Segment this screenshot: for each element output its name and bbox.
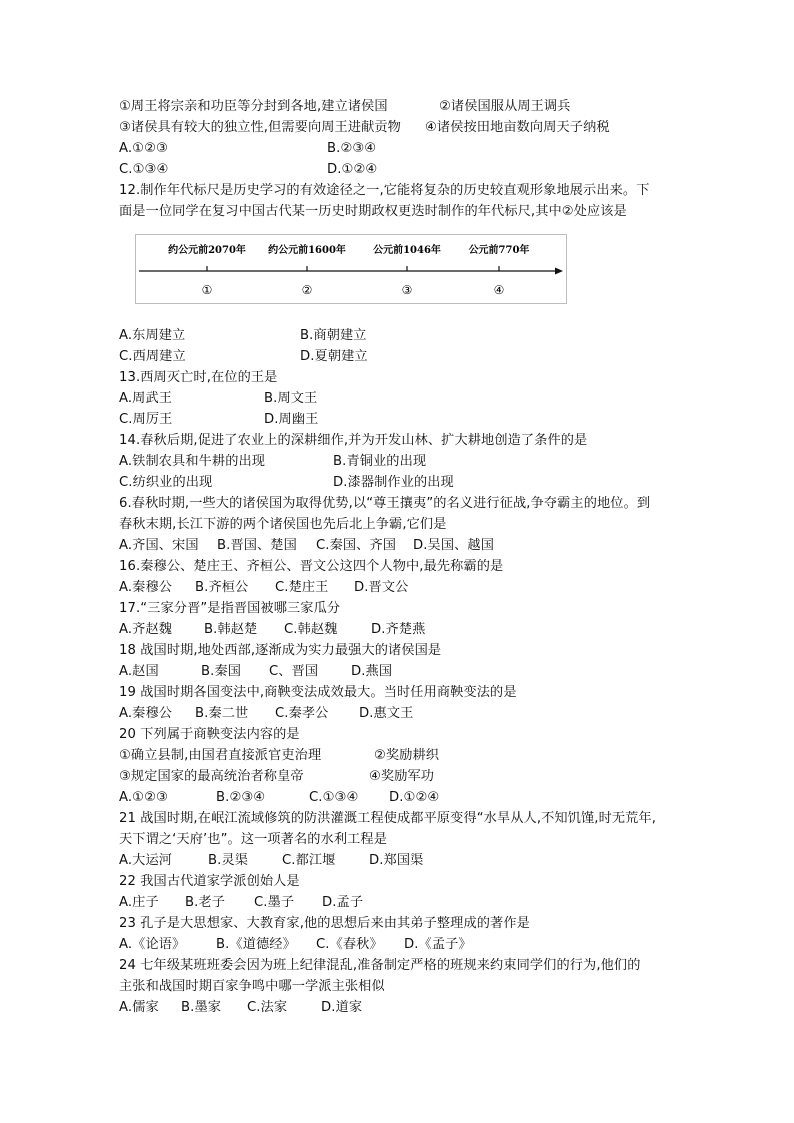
answer-option: C.墨子 [254, 895, 295, 910]
answer-option: A.庄子 [119, 895, 159, 910]
answer-option: C.韩赵魏 [284, 622, 338, 637]
question-text: 天下谓之‘天府’也”。这一项著名的水利工程是 [119, 832, 387, 847]
answer-option: B.秦二世 [195, 706, 249, 721]
timeline-figure [135, 234, 567, 304]
timeline-arrow [555, 268, 563, 275]
answer-option: B.周文王 [264, 391, 318, 406]
answer-option: B.墨家 [181, 1000, 222, 1015]
answer-option: ②诸侯国服从周王调兵 [439, 99, 571, 114]
timeline-label-1: 约公元前2070年 [168, 245, 246, 256]
answer-option: A.《论语》 [119, 937, 186, 952]
question-text: 16.秦穆公、楚庄王、齐桓公、晋文公这四个人物中,最先称霸的是 [119, 559, 504, 574]
timeline-label-3: 公元前1046年 [373, 245, 441, 256]
answer-option: A.大运河 [119, 853, 173, 868]
answer-option: C.周厉王 [119, 412, 173, 427]
timeline-marker-3: ③ [401, 283, 413, 297]
answer-option: D.漆器制作业的出现 [333, 475, 454, 490]
answer-option: C.都江堰 [282, 853, 336, 868]
question-text: 24 七年级某班班委会因为班上纪律混乱,准备制定严格的班规来约束同学们的行为,他们的 [119, 958, 641, 973]
answer-option: D.周幽王 [264, 412, 319, 427]
answer-option: D.①②④ [327, 162, 378, 177]
answer-option: A.秦穆公 [119, 580, 173, 595]
question-text: 6.春秋时期,一些大的诸侯国为取得优势,以“尊王攘夷”的名义进行征战,争夺霸主的地位。到 [119, 496, 651, 511]
answer-option: C.秦国、齐国 [316, 538, 397, 553]
answer-option: ④诸侯按田地亩数向周天子纳税 [425, 120, 610, 135]
answer-option: C.秦孝公 [275, 706, 329, 721]
answer-option: A.东周建立 [119, 328, 186, 343]
answer-option: C.①③④ [309, 790, 359, 805]
answer-option: A.周武王 [119, 391, 173, 406]
question-text: 21 战国时期,在岷江流域修筑的防洪灌溉工程使成都平原变得“水旱从人,不知饥馑,时无荒年, [119, 811, 657, 826]
answer-option: B.《道德经》 [216, 937, 296, 952]
answer-option: C.法家 [247, 1000, 288, 1015]
timeline-marker-1: ① [201, 283, 213, 297]
answer-option: D.惠文王 [359, 706, 414, 721]
answer-option: D.孟子 [322, 895, 364, 910]
timeline-label-4: 公元前770年 [468, 245, 530, 256]
question-text: 春秋末期,长江下游的两个诸侯国也先后北上争霸,它们是 [119, 517, 447, 532]
answer-option: B.秦国 [201, 664, 242, 679]
answer-option: B.韩赵楚 [204, 622, 258, 637]
question-text: 18 战国时期,地处西部,逐渐成为实力最强大的诸侯国是 [119, 643, 442, 658]
question-text: 20 下列属于商鞅变法内容的是 [119, 727, 300, 742]
answer-option: A.齐赵魏 [119, 622, 173, 637]
answer-option: B.商朝建立 [300, 328, 367, 343]
question-text: 面是一位同学在复习中国古代某一历史时期政权更迭时制作的年代标尺,其中②处应该是 [119, 204, 627, 219]
question-text: 23 孔子是大思想家、大教育家,他的思想后来由其弟子整理成的著作是 [119, 916, 530, 931]
answer-option: A.①②③ [119, 790, 168, 805]
answer-option: A.秦穆公 [119, 706, 173, 721]
answer-option: C.《春秋》 [316, 937, 383, 952]
question-text: 13.西周灭亡时,在位的王是 [119, 370, 278, 385]
answer-option: B.老子 [185, 895, 226, 910]
timeline-marker-2: ② [301, 283, 313, 297]
question-text: 14.春秋后期,促进了农业上的深耕细作,并为开发山林、扩大耕地创造了条件的是 [119, 433, 588, 448]
answer-option: B.齐桓公 [195, 580, 249, 595]
answer-option: ③规定国家的最高统治者称皇帝 [119, 769, 304, 784]
answer-option: C、晋国 [269, 664, 319, 679]
answer-option: D.《孟子》 [404, 937, 472, 952]
question-text: 19 战国时期各国变法中,商鞅变法成效最大。当时任用商鞅变法的是 [119, 685, 517, 700]
answer-option: D.夏朝建立 [300, 349, 368, 364]
answer-option: D.吴国、越国 [413, 538, 494, 553]
answer-option: A.①②③ [119, 141, 168, 156]
answer-option: C.纺织业的出现 [119, 475, 213, 490]
answer-option: D.晋文公 [354, 580, 409, 595]
answer-option: D.①②④ [389, 790, 440, 805]
question-text: 22 我国古代道家学派创始人是 [119, 874, 300, 889]
answer-option: B.灵渠 [208, 853, 249, 868]
answer-option: D.燕国 [351, 664, 393, 679]
answer-option: ④奖励军功 [369, 769, 435, 784]
answer-option: B.②③④ [216, 790, 266, 805]
timeline-label-2: 约公元前1600年 [268, 245, 346, 256]
question-text: 主张和战国时期百家争鸣中哪一学派主张相似 [119, 979, 385, 994]
answer-option: A.齐国、宋国 [119, 538, 199, 553]
answer-option: D.郑国渠 [369, 853, 424, 868]
answer-option: B.晋国、楚国 [217, 538, 297, 553]
answer-option: ①周王将宗亲和功臣等分封到各地,建立诸侯国 [119, 99, 388, 114]
answer-option: A.赵国 [119, 664, 159, 679]
answer-option: C.①③④ [119, 162, 169, 177]
answer-option: A.铁制农具和牛耕的出现 [119, 454, 266, 469]
answer-option: ③诸侯具有较大的独立性,但需要向周王进献贡物 [119, 120, 401, 135]
question-text: 17.“三家分晋”是指晋国被哪三家瓜分 [119, 601, 341, 616]
timeline-marker-4: ④ [493, 283, 505, 297]
question-text: 12.制作年代标尺是历史学习的有效途径之一,它能将复杂的历史较直观形象地展示出来。下 [119, 183, 650, 198]
answer-option: C.西周建立 [119, 349, 186, 364]
answer-option: D.道家 [321, 1000, 363, 1015]
era-timeline [135, 234, 567, 304]
answer-option: C.楚庄王 [275, 580, 329, 595]
answer-option: B.青铜业的出现 [333, 454, 427, 469]
answer-option: ②奖励耕织 [374, 748, 440, 763]
answer-option: A.儒家 [119, 1000, 159, 1015]
answer-option: ①确立县制,由国君直接派官吏治理 [119, 748, 322, 763]
answer-option: D.齐楚燕 [371, 622, 426, 637]
answer-option: B.②③④ [327, 141, 377, 156]
